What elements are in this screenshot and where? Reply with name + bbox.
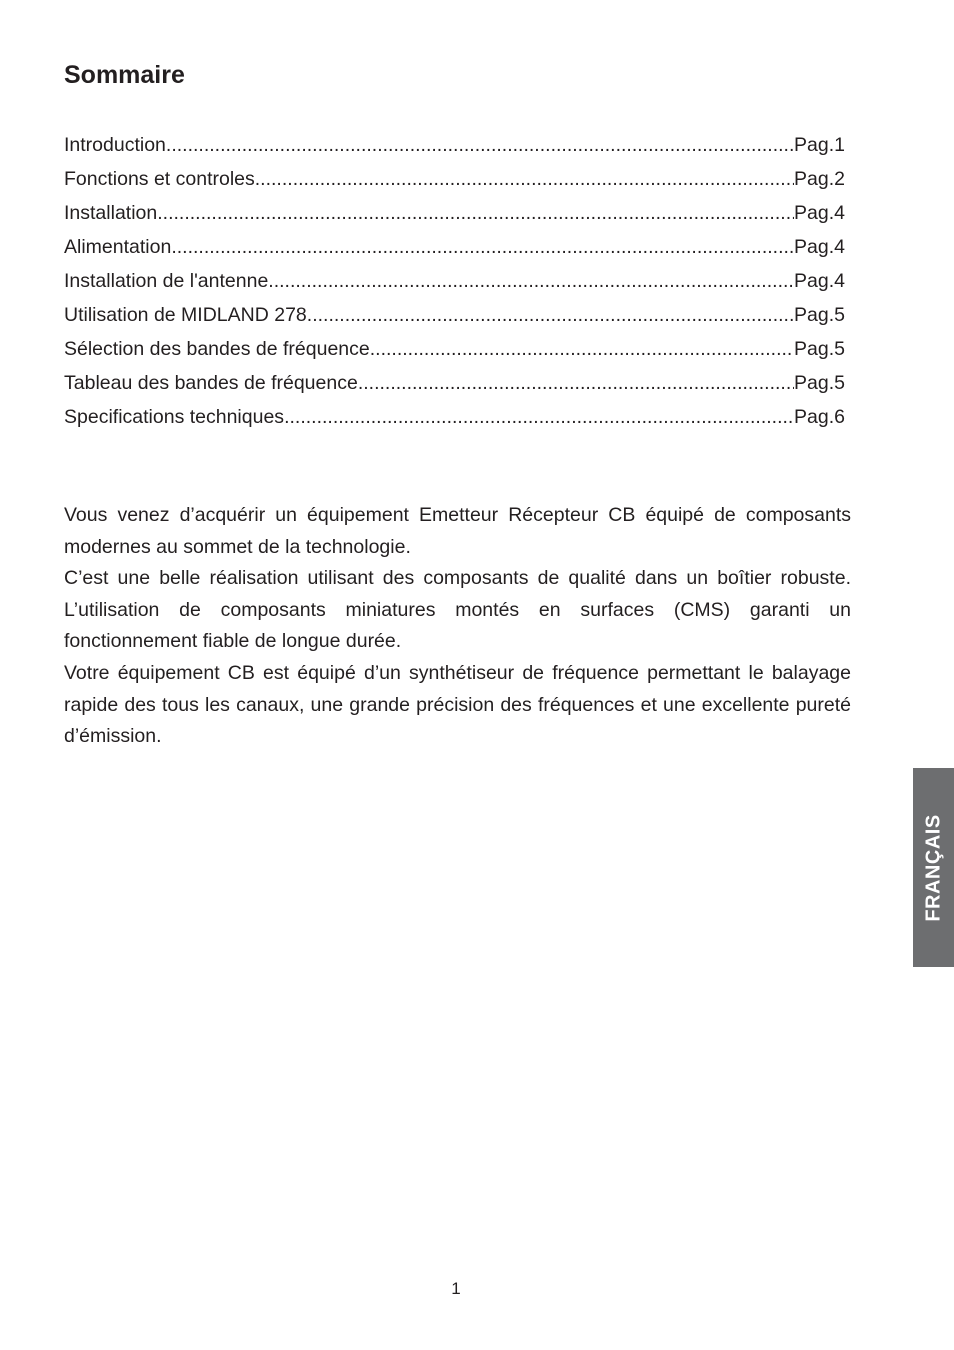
toc-entry-page: Pag.5 <box>794 338 845 360</box>
toc-entry-label: Installation <box>64 202 158 224</box>
toc-dot-leader <box>166 128 794 162</box>
toc-entry-label: Sélection des bandes de fréquence <box>64 338 370 360</box>
table-of-contents <box>64 128 845 434</box>
toc-dot-leader <box>255 162 794 196</box>
toc-entry-specifications <box>64 400 845 434</box>
toc-entry-page: Pag.2 <box>794 168 845 190</box>
toc-dot-leader <box>171 230 794 264</box>
toc-entry-page: Pag.4 <box>794 202 845 224</box>
intro-paragraph: Vous venez d’acquérir un équipement Emetteur Récepteur CB équipé de composants modernes au sommet de la technologie. <box>64 504 851 558</box>
toc-dot-leader <box>358 366 794 400</box>
toc-entry-label: Specifications techniques <box>64 406 285 428</box>
page-number: 1 <box>451 1279 461 1298</box>
toc-entry-introduction <box>64 128 845 162</box>
toc-entry-installation <box>64 196 845 230</box>
toc-entry-label: Utilisation de MIDLAND 278 <box>64 304 307 326</box>
toc-entry-alimentation <box>64 230 845 264</box>
toc-entry-selection-bandes <box>64 332 845 366</box>
toc-entry-page: Pag.6 <box>794 406 845 428</box>
toc-entry-page: Pag.4 <box>794 270 845 292</box>
toc-entry-utilisation <box>64 298 845 332</box>
toc-entry-tableau-bandes <box>64 366 845 400</box>
toc-entry-page: Pag.5 <box>794 304 845 326</box>
toc-entry-fonctions <box>64 162 845 196</box>
page-title: Sommaire <box>64 61 185 89</box>
toc-dot-leader <box>307 298 794 332</box>
toc-entry-label: Fonctions et controles <box>64 168 255 190</box>
toc-dot-leader <box>284 400 794 434</box>
toc-entry-antenne <box>64 264 845 298</box>
toc-entry-label: Installation de l'antenne <box>64 270 269 292</box>
toc-entry-label: Introduction <box>64 134 166 156</box>
toc-entry-page: Pag.4 <box>794 236 845 258</box>
language-tab <box>913 768 954 967</box>
introduction-text <box>64 500 851 753</box>
toc-entry-page: Pag.5 <box>794 372 845 394</box>
intro-paragraph: C’est une belle réalisation utilisant des composants de qualité dans un boîtier robuste. L’utilisation de composants miniatures montés en surfaces (CMS) garanti un fonctionnement fiable de longue durée. <box>64 567 851 653</box>
toc-dot-leader <box>370 332 794 366</box>
toc-dot-leader <box>268 264 794 298</box>
toc-entry-label: Alimentation <box>64 236 172 258</box>
toc-entry-page: Pag.1 <box>794 134 845 156</box>
intro-paragraph: Votre équipement CB est équipé d’un synthétiseur de fréquence permettant le balayage rapide des tous les canaux, une grande précision des fréquences et une excellente pureté d’émission. <box>64 661 851 748</box>
language-tab-label: FRANÇAIS <box>922 813 944 922</box>
toc-entry-label: Tableau des bandes de fréquence <box>64 372 358 394</box>
toc-dot-leader <box>157 196 794 230</box>
